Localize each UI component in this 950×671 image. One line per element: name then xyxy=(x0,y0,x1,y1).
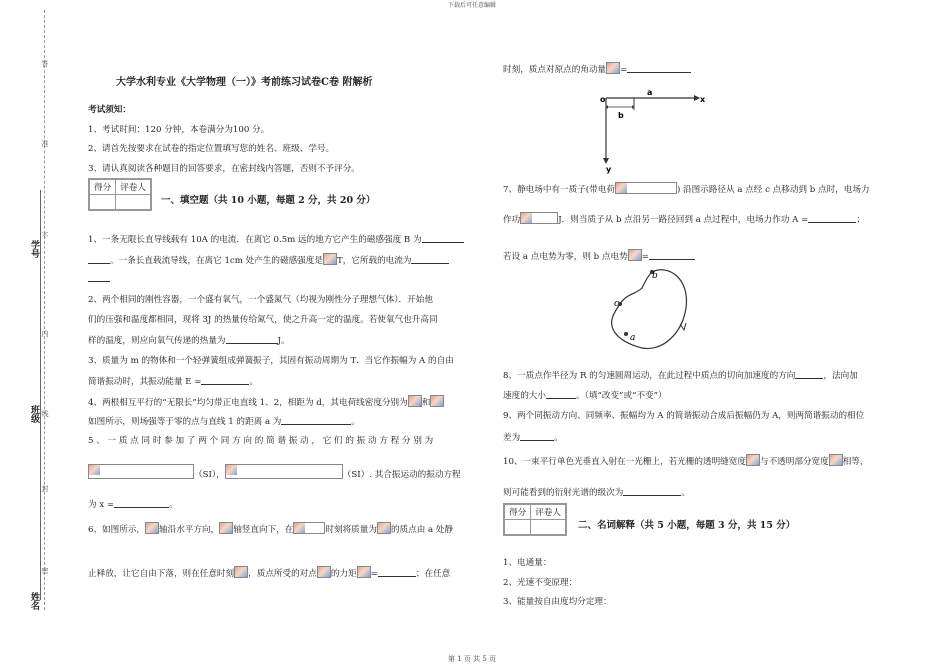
q2-text-c: 样的温度，则应向氧气传递的热量为 xyxy=(88,336,226,346)
q8-line1 xyxy=(503,369,858,382)
q7-text-c2: = xyxy=(641,252,649,262)
q8-blank-2[interactable] xyxy=(546,389,576,399)
q5-line1: 5 、 一 质 点 同 时 参 加 了 两 个 同 方 向 的 简 谐 振 动 ， 它 们 的 振 动 方 程 分 别 为 xyxy=(88,436,434,446)
q7-blank-1[interactable] xyxy=(808,213,856,223)
q9-text-c: 。 xyxy=(554,433,563,443)
q7-line3 xyxy=(503,249,695,263)
q4-blank[interactable] xyxy=(281,415,351,425)
term-item: 3、能量按自由度均分定理： xyxy=(503,597,612,607)
q3-line2 xyxy=(88,375,258,388)
q3-text-c: 。 xyxy=(249,377,259,387)
q5-equation-2-image xyxy=(225,464,343,479)
point-a xyxy=(624,332,628,336)
q6-text-b5: ；在任意 xyxy=(415,569,451,579)
binding-mark-allow: 准 xyxy=(41,140,49,147)
q6-text-c1: 时刻，质点对原点的角动量 xyxy=(503,65,607,75)
q7-text-b2: J．则当质子从 b 点沿另一路径回到 a 点过程中，电场力作功 A = xyxy=(558,215,809,225)
q1-blank-1-cont[interactable] xyxy=(88,254,110,264)
binding-dotted-line xyxy=(44,10,45,610)
q4-text-a: 4、两根相互平行的“无限长”均匀带正电直线 1、2，相距为 d，其电荷线密度分别为 xyxy=(88,398,408,408)
q1-text-b: 。一条长直载流导线，在离它 1cm 处产生的磁感强度是 xyxy=(110,256,323,266)
q10-text-a3: 相等， xyxy=(842,457,869,467)
q6-text-a5: 的质点由 a 处静 xyxy=(390,525,454,535)
label-b: b xyxy=(652,271,658,281)
q7-text-b1: 作功 xyxy=(503,215,521,225)
label-a: a xyxy=(647,88,653,97)
q6-origin-image xyxy=(317,566,331,578)
label-a: a xyxy=(630,333,636,343)
q4-line1 xyxy=(88,395,444,409)
term-item: 1、电通量： xyxy=(503,558,552,568)
q6-m-image xyxy=(377,522,391,534)
page-title: 大学水利专业《大学物理（一）》考前练习试卷C卷 附解析 xyxy=(116,77,373,88)
q5-text-d: 为 x = xyxy=(88,500,115,510)
q10-text-a1: 10、一束平行单色光垂直入射在一光栅上，若光栅的透明缝宽度 xyxy=(503,457,746,467)
q3-text-b: 简谐振动时，其振动能量 E = xyxy=(88,377,202,387)
q3-blank[interactable] xyxy=(201,375,249,385)
q6-text-b4: = xyxy=(370,569,378,579)
q10-text-a2: 与不透明部分宽度 xyxy=(759,457,829,467)
q5-line3 xyxy=(88,498,178,511)
q8-blank-1[interactable] xyxy=(795,369,823,379)
label-b: b xyxy=(618,111,624,120)
origin-label: o xyxy=(600,95,606,104)
q2-line3 xyxy=(88,334,290,347)
grader-label: 评卷人 xyxy=(531,505,566,520)
q8-text-a: 8、一质点作半径为 R 的匀速圆周运动，在此过程中质点的切向加速度的方向 xyxy=(503,371,796,381)
q6-x-image xyxy=(145,522,159,534)
header-note: 下载后可任意编辑 xyxy=(448,2,497,9)
q9-line2 xyxy=(503,431,563,444)
q6-torque-image xyxy=(357,566,371,578)
q1-text-c: T，它所载的电流为 xyxy=(336,256,412,266)
q10-text-b1: 则可能看到的衍射光谱的级次为 xyxy=(503,488,624,498)
q5-blank[interactable] xyxy=(114,498,169,508)
notice-item: 3、请认真阅读各种题目的回答要求，在密封线内答题，否则不予评分。 xyxy=(88,164,360,174)
term-item: 2、光速不变原理： xyxy=(503,578,578,588)
q6-text-b2: ，质点所受的对点 xyxy=(248,569,317,579)
notice-heading: 考试须知： xyxy=(88,105,131,115)
q4-text-d: 。 xyxy=(351,417,361,427)
score-label: 得分 xyxy=(505,505,531,520)
q1-blank-2-cont[interactable] xyxy=(88,272,110,282)
score-box-2 xyxy=(503,503,567,536)
binding-mark-line: 线 xyxy=(41,410,49,417)
q1-line2 xyxy=(88,253,449,267)
q2-line2: 们的压强和温度都相同，现将 3J 的热量传给氮气，使之升高一定的温度。若使氧气也升高同 xyxy=(88,315,438,325)
section-2-heading: 二、名词解释（共 5 小题，每题 3 分，共 15 分） xyxy=(578,520,796,531)
binding-mark-not: 不 xyxy=(41,232,49,239)
q10-a-image xyxy=(746,454,760,466)
q4-text-c: 如图所示，则场强等于零的点与直线 1 的距离 a 为 xyxy=(88,417,282,427)
q6-line3 xyxy=(503,62,691,76)
q5-text-b: （SI）， xyxy=(194,470,225,480)
q6-t-image xyxy=(293,522,325,534)
q3-line1: 3、质量为 m 的物体和一个轻弹簧组成弹簧振子，其固有振动周期为 T．当它作振幅为 A 的自由 xyxy=(88,356,454,366)
q5-line2 xyxy=(88,464,461,481)
score-label: 得分 xyxy=(90,180,116,195)
q5-text-c: （SI）. 其合振运动的振动方程 xyxy=(342,470,461,480)
binding-mark-seal: 封 xyxy=(41,485,49,492)
q2-blank[interactable] xyxy=(226,334,278,344)
y-axis-arrow xyxy=(603,158,609,164)
q7-work-image xyxy=(520,212,558,224)
name-label: 姓名 xyxy=(29,592,39,610)
q6-text-b1: 止释放，让它自由下落，则在任意时刻 xyxy=(88,569,235,579)
q7-text-b3: ； xyxy=(856,215,865,225)
q8-text-b: ，法向加 xyxy=(823,371,858,381)
q7-charge-image xyxy=(615,182,677,194)
notice-item: 1、考试时间：120 分钟，本卷满分为100 分。 xyxy=(88,125,270,135)
label-c: c xyxy=(614,299,620,309)
q4-lambda2-image xyxy=(430,395,444,407)
notice-item: 2、请首先按要求在试卷的指定位置填写您的姓名、班级、学号。 xyxy=(88,144,335,154)
q5-text-e: 。 xyxy=(169,500,178,510)
q6-figure xyxy=(594,86,714,176)
q6-text-a3: 轴竖直向下，在 xyxy=(233,525,294,535)
q5-equation-1-image xyxy=(88,464,194,479)
q8-line2 xyxy=(503,389,667,402)
student-id-label: 学号 xyxy=(29,240,39,258)
q7-figure xyxy=(606,264,690,354)
q1-formula-image xyxy=(323,253,337,265)
q4-text-b: 和 xyxy=(421,398,431,408)
q9-line1: 9、两个同振动方向、同频率、振幅均为 A 的简谐振动合成后振幅仍为 A，则两简谐振动的相位 xyxy=(503,411,865,421)
q7-blank-2[interactable] xyxy=(649,250,695,260)
binding-mark-secret: 密 xyxy=(41,567,49,574)
q7-line2 xyxy=(503,212,865,226)
q1-blank-2[interactable] xyxy=(411,254,449,264)
grader-label: 评卷人 xyxy=(116,180,151,195)
q9-blank[interactable] xyxy=(520,431,554,441)
q9-text-b: 差为 xyxy=(503,433,521,443)
q6-text-c2: = xyxy=(620,65,628,75)
section-1-heading: 一、填空题（共 10 小题，每题 2 分，共 20 分） xyxy=(161,195,376,206)
q6-text-a2: 轴沿水平方向， xyxy=(159,525,220,535)
q6-text-b3: 的力矩 xyxy=(330,569,357,579)
q6-angmom-image xyxy=(606,62,620,74)
q10-line2 xyxy=(503,486,690,499)
q10-text-b2: 。 xyxy=(681,488,690,498)
q7-text-a1: 7、静电场中有一质子(带电荷 xyxy=(503,185,615,195)
q10-blank[interactable] xyxy=(623,486,681,496)
q1-blank-1[interactable] xyxy=(422,233,464,243)
q6-y-image xyxy=(219,522,233,534)
q4-line2 xyxy=(88,415,360,428)
q6-text-a4: 时刻将质量为 xyxy=(325,525,377,535)
q10-line1 xyxy=(503,454,869,468)
q7-potential-image xyxy=(628,249,642,261)
q2-line1: 2、两个相同的刚性容器，一个盛有氧气，一个盛氮气（均视为刚性分子理想气体）．开始他 xyxy=(88,295,433,305)
label-y: y xyxy=(606,165,612,174)
q10-b-image xyxy=(829,454,843,466)
class-label: 班级 xyxy=(29,405,39,423)
q6-line2 xyxy=(88,566,450,580)
q6-text-a1: 6、如图所示， xyxy=(88,525,146,535)
q6-time-image xyxy=(234,566,248,578)
q4-lambda1-image xyxy=(408,395,422,407)
q8-text-c: 速度的大小 xyxy=(503,391,546,401)
q6-blank-1[interactable] xyxy=(378,567,416,577)
q2-text-d: J。 xyxy=(277,336,290,346)
binding-mark-answer: 答 xyxy=(41,60,49,67)
q6-line1 xyxy=(88,522,453,536)
binding-mark-inside: 内 xyxy=(41,330,49,337)
q1-text-a: 1、一条无限长直导线载有 10A 的电流．在离它 0.5m 远的地方它产生的磁感强度 B 为 xyxy=(88,235,422,245)
q1-line3 xyxy=(88,272,110,285)
q7-line1 xyxy=(503,182,870,196)
page-footer: 第 1 页 共 5 页 xyxy=(448,655,497,663)
closed-path xyxy=(612,270,687,349)
q8-text-d: 。（填“改变”或“不变”） xyxy=(575,391,667,401)
q7-text-c1: 若设 a 点电势为零，则 b 点电势 xyxy=(503,252,628,262)
label-x: x xyxy=(700,95,706,104)
score-box-1 xyxy=(88,178,152,211)
q7-text-a2: ) 沿图示路径从 a 点经 c 点移动到 b 点时，电场力 xyxy=(676,185,870,195)
q1-line1 xyxy=(88,233,464,246)
q6-blank-2[interactable] xyxy=(627,63,691,73)
